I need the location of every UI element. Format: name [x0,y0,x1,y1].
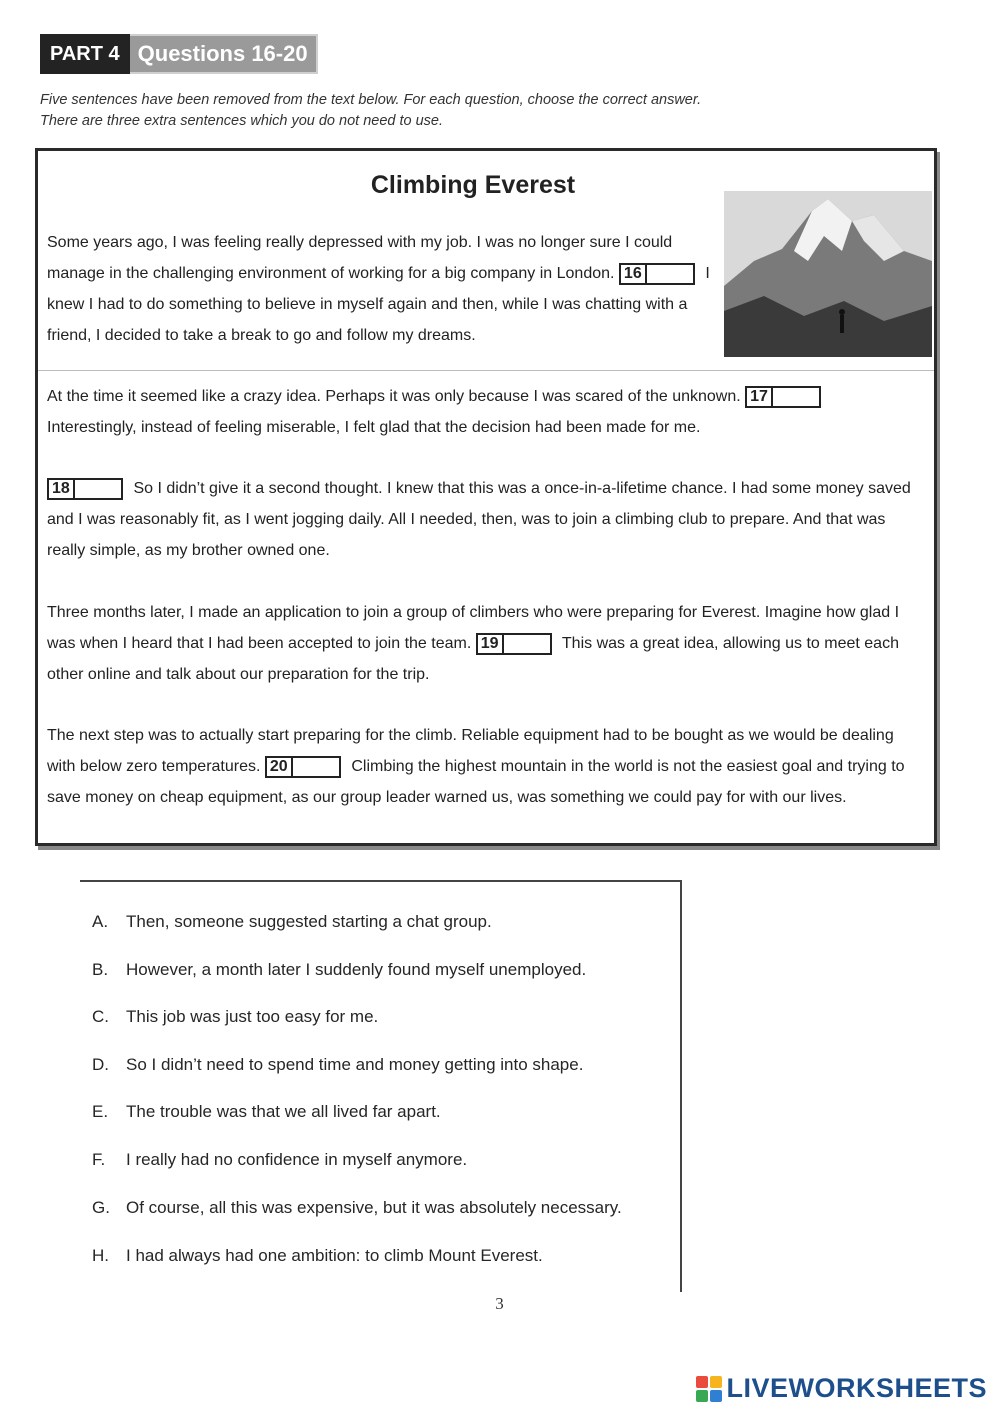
answer-gap-17[interactable]: 17 [745,386,821,408]
liveworksheets-logo-icon [696,1376,722,1402]
option-e: E. The trouble was that we all lived far apart. [92,1102,441,1121]
paragraph-5: The next step was to actually start preparing for the climb. Reliable equipment had to be bought as we would be dealing with below zero temperatures. 20 Climbing the highest mountain in the world is not the easiest goal and trying to save money on cheap equipment, as our group leader warned us, was something we could pay for with our lives. [47,727,905,806]
option-c: C. This job was just too easy for me. [92,1007,379,1026]
option-h: H. I had always had one ambition: to climb Mount Everest. [92,1246,543,1265]
paragraph-1: Some years ago, I was feeling really depressed with my job. I was no longer sure I could manage in the challenging environment of working for a big company in London. 16 I knew I had to do something to believe in myself again and then, while I was chatting with a friend, I decided to take a break to go and follow my dreams. [47,234,710,344]
answer-gap-19[interactable]: 19 [476,633,552,655]
article-box [35,148,937,846]
options-box [80,880,682,1292]
instructions-line-2: There are three extra sentences which you do not need to use. [40,113,444,129]
mountain-photo [724,191,932,357]
liveworksheets-logo[interactable] [696,1373,987,1404]
divider [38,370,934,371]
option-a: A. Then, someone suggested starting a chat group. [92,912,492,931]
brand-name: LIVEWORKSHEETS [726,1373,987,1403]
questions-label: Questions 16-20 [130,34,318,74]
article-title: Climbing Everest [370,171,576,199]
answer-gap-16[interactable]: 16 [619,263,695,285]
instructions [40,90,920,132]
part-header [40,34,318,74]
answer-gap-20[interactable]: 20 [265,756,341,778]
paragraph-4: Three months later, I made an application to join a group of climbers who were preparing for Everest. Imagine how glad I was when I heard that I had been accepted to join the team. 19 This was a great idea, allowing us to meet each other online and talk about our preparation for the trip. [47,604,900,683]
answer-gap-18[interactable]: 18 [47,478,123,500]
paragraph-2: At the time it seemed like a crazy idea. Perhaps it was only because I was scared of the unknown. 17 Interestingly, instead of feeling miserable, I felt glad that the decision had been made for me. [47,381,917,443]
instructions-line-1: Five sentences have been removed from the text below. For each question, choose the correct answer. [40,92,702,108]
option-d: D. So I didn’t need to spend time and money getting into shape. [92,1055,584,1074]
option-f: F. I really had no confidence in myself anymore. [92,1150,468,1169]
paragraph-3: 18 So I didn’t give it a second thought. I knew that this was a once-in-a-lifetime chance. I had some money saved and I was reasonably fit, as I went jogging daily. All I needed, then, was to join a climbing club to prepare. And that was really simple, as my brother owned one. [47,479,911,559]
option-g: G. Of course, all this was expensive, but it was absolutely necessary. [92,1198,622,1217]
part-label: PART 4 [40,34,130,74]
page-number: 3 [495,1294,504,1313]
option-b: B. However, a month later I suddenly found myself unemployed. [92,960,587,979]
